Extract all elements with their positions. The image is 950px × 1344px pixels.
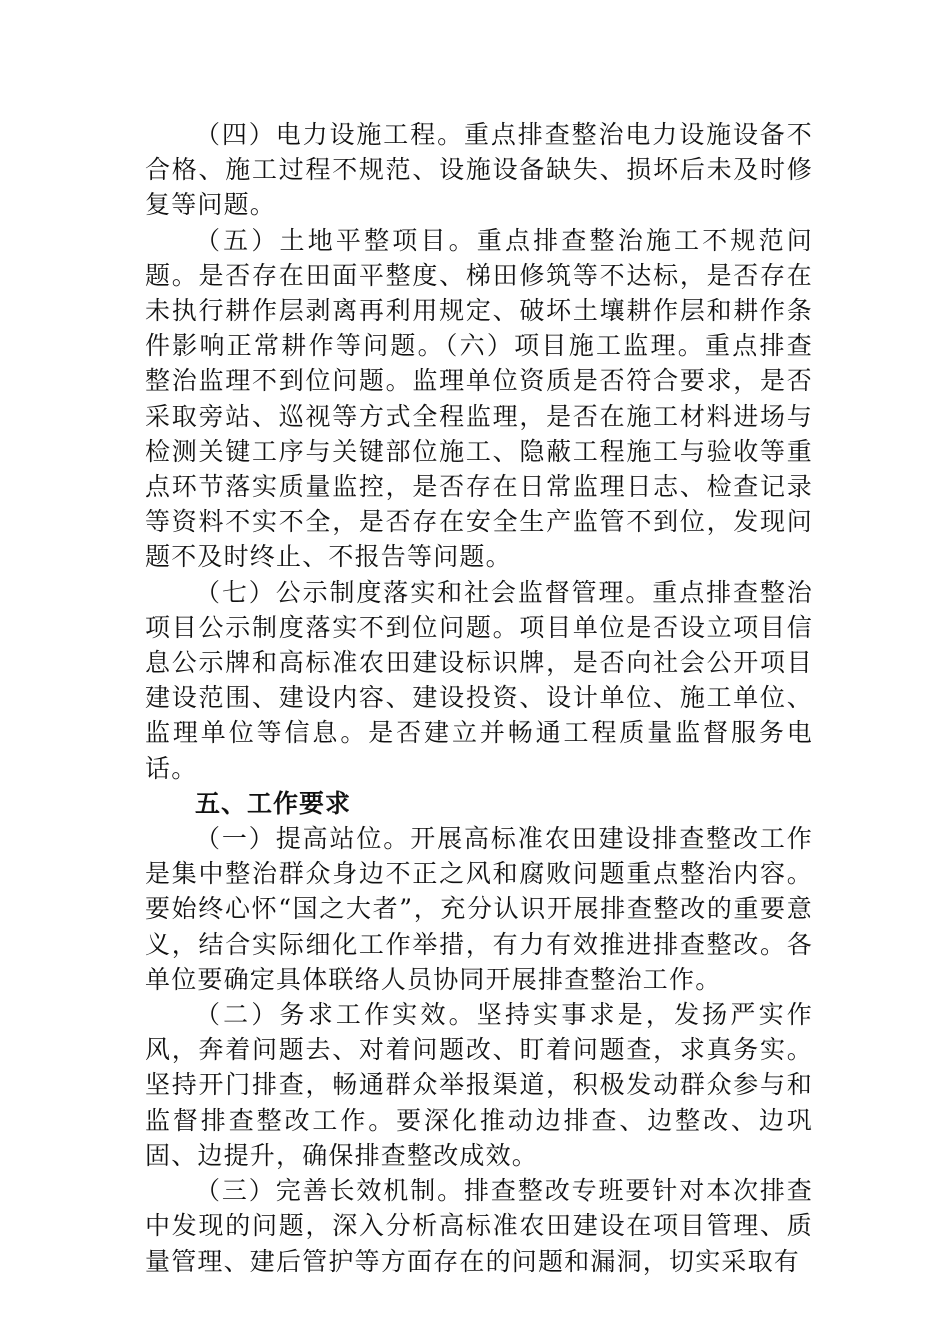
paragraph-electric-facilities: （四）电力设施工程。重点排查整治电力设施设备不合格、施工过程不规范、设施设备缺失、损坏后未及时修复等问题。 (145, 120, 813, 220)
paragraph-public-disclosure: （七）公示制度落实和社会监督管理。重点排查整治项目公示制度落实不到位问题。项目单位是否设立项目信息公示牌和高标准农田建设标识牌，是否向社会公开项目建设范围、建设内容、建设投资、设计单位、施工单位、监理单位等信息。是否建立并畅通工程质量监督服务电话。 (145, 577, 813, 783)
paragraph-requirement-practical-results: （二）务求工作实效。坚持实事求是，发扬严实作风，奔着问题去、对着问题改、盯着问题查，求真务实。坚持开门排查，畅通群众举报渠道，积极发动群众参与和监督排查整改工作。要深化推动边排查、边整改、边巩固、边提升，确保排查整改成效。 (145, 1000, 813, 1170)
paragraph-land-leveling-and-supervision: （五）土地平整项目。重点排查整治施工不规范问题。是否存在田面平整度、梯田修筑等不达标，是否存在未执行耕作层剥离再利用规定、破坏土壤耕作层和耕作条件影响正常耕作等问题。（六）项目施工监理。重点排查整治监理不到位问题。监理单位资质是否符合要求，是否采取旁站、巡视等方式全程监理，是否在施工材料进场与检测关键工序与关键部位施工、隐蔽工程施工与验收等重点环节落实质量监控，是否存在日常监理日志、检查记录等资料不实不全，是否存在安全生产监管不到位，发现问题不及时终止、不报告等问题。 (145, 225, 813, 572)
document-body (145, 117, 813, 1279)
paragraph-requirement-long-term-mechanism: （三）完善长效机制。排查整改专班要针对本次排查中发现的问题，深入分析高标准农田建设在项目管理、质量管理、建后管护等方面存在的问题和漏洞，切实采取有 (145, 1176, 813, 1276)
section-heading-work-requirements: 五、工作要求 (195, 788, 352, 818)
paragraph-requirement-raise-position: （一）提高站位。开展高标准农田建设排查整改工作是集中整治群众身边不正之风和腐败问题重点整治内容。要始终心怀“国之大者”，充分认识开展排查整改的重要意义，结合实际细化工作举措，有力有效推进排查整改。各单位要确定具体联络人员协同开展排查整治工作。 (145, 824, 813, 994)
